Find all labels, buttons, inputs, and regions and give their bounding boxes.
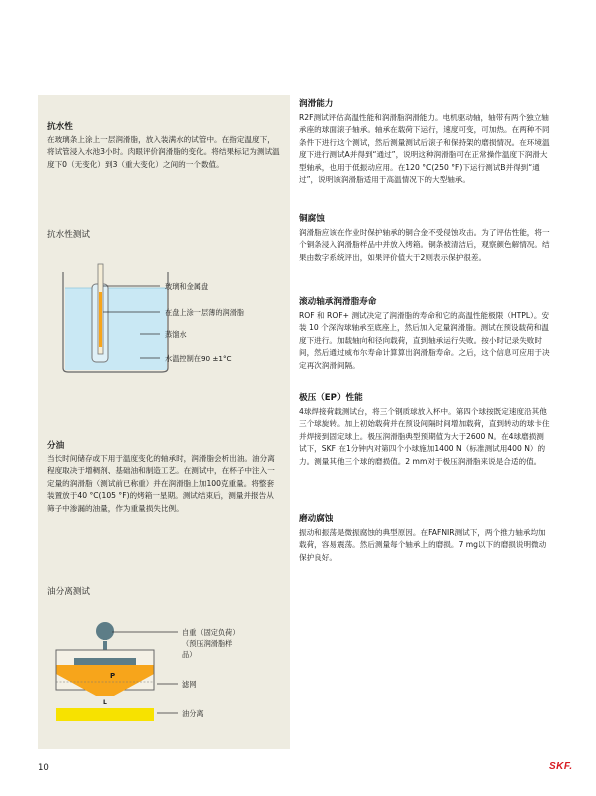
bearing-grease-life-body: ROF 和 ROF+ 测试决定了润滑脂的寿命和它的高温性能极限（HTPL）。安装 10 个深沟球轴承至底座上，然后加入定量润滑脂。测试在预设载荷和温度下进行。加载轴向和径向载荷，直到轴承运行失败。按小时记录失败时间，然后通过威布尔寿命计算算出润滑脂寿命。之后，这个信息可应用于决定再次润滑间隔。 [299, 311, 550, 370]
lubricity-title: 润滑能力 [299, 99, 334, 109]
fretting-corrosion-body: 振动和振荡是微振腐蚀的典型原因。在FAFNIR测试下，两个推力轴承均加载荷，容易震荡。然后测量每个轴承上的磨损。7 mg以下的磨损说明微动保护良好。 [299, 528, 547, 562]
oil-separation-title: 分油 [47, 441, 65, 451]
oil-test-title: 油分离测试 [47, 587, 90, 597]
label-water-temp: 水温控制在90 ±1°C [165, 354, 232, 363]
label-distilled-water: 蒸馏水 [165, 330, 187, 339]
label-preloaded-grease: （预压润滑脂样 [182, 639, 233, 648]
water-resistance-body: 在玻璃条上涂上一层润滑脂，放入装满水的试管中。在指定温度下，将试管浸入水池3小时。肉眼评价润滑脂的变化。将结果标记为测试温度下0（无变化）到3（重大变化）之间的一个数值。 [47, 135, 280, 169]
ep-performance-body: 4球焊接荷载测试台，将三个钢质球放入杯中。第四个球按既定速度沿其他三个球旋转。加上初始载荷并在预设间隔时间增加载荷，直到转动的球卡住并焊接到固定球上。极压润滑脂典型预期值为大于2600 N。在4球磨损测试下，SKF 在1分钟内对第四个小球施加1400 N（标准测试用400 N）的力。测量其他三个球的磨损值。2 mm对于极压润滑脂来说是合适的值。 [299, 407, 550, 466]
page-number: 10 [38, 763, 49, 773]
label-oil-separation: 油分离 [182, 709, 204, 718]
copper-corrosion-body: 润滑脂应该在作业时保护轴承的铜合金不受侵蚀攻击。为了评估性能，将一个铜条浸入润滑脂样品中并放入烤箱。铜条被清洁后，观察颜色解情况。结果由数字系统评出，如果评价值大于2则表示保护很差。 [299, 228, 550, 262]
ep-performance-title: 极压（EP）性能 [299, 393, 363, 403]
mark-p: P [110, 672, 116, 680]
label-dead-weight: 自重（固定负荷） [182, 628, 240, 637]
label-filter: 滤网 [182, 680, 197, 689]
water-test-title: 抗水性测试 [47, 230, 90, 240]
skf-logo: SKF. [549, 761, 573, 772]
water-resistance-title: 抗水性 [47, 122, 73, 132]
label-sample: 品） [182, 650, 197, 659]
lubricity-body: R2F测试评估高温性能和润滑脂润滑能力。电机驱动轴，轴带有两个独立轴承座的球面滚子轴承。轴承在载荷下运行，速度可变，可加热。在两种不同条件下进行这个测试，然后测量测试后滚子和保持架的磨损情况。在环境温度下进行测试A并得到“通过”，说明这种润滑脂可在正常操作温度下润滑大型轴承，也用于低振动应用。在120 °C(250 °F)下运行测试B并得到“通过”，说明该润滑脂适用于高温情况下的大型轴承。 [299, 113, 550, 185]
oil-separation-body: 当长时间储存或下用于温度变化的轴承时，润滑脂会析出油。油分离程度取决于增稠剂、基础油和制造工艺。在测试中，在杯子中注入一定量的润滑脂（测试前已称重）并在润滑脂上加100克重量。将整套装置放于40 °C(105 °F)的烤箱一星期。测试结束后，测量并报告从筛子中渗漏的油量，作为重量损失比例。 [47, 454, 275, 513]
bearing-grease-life-title: 滚动轴承润滑脂寿命 [299, 297, 377, 307]
label-glass-metal: 玻璃和金属盘 [165, 282, 209, 291]
label-grease-coat: 在盘上涂一层薄的润滑脂 [165, 308, 245, 317]
copper-corrosion-title: 铜腐蚀 [299, 214, 325, 224]
fretting-corrosion-title: 磨动腐蚀 [299, 514, 334, 524]
mark-l: L [103, 699, 107, 706]
